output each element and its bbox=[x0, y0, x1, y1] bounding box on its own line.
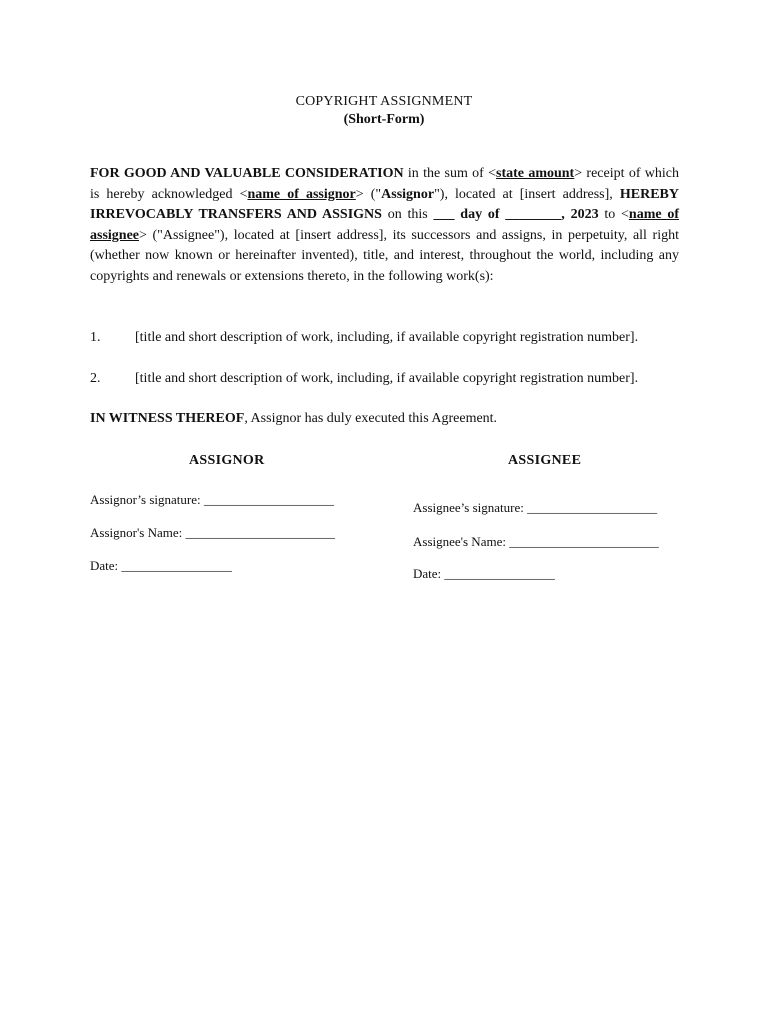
work-item-text: [title and short description of work, including, if available copyright registration number]. bbox=[135, 371, 639, 386]
assignor-heading: ASSIGNOR bbox=[189, 453, 265, 468]
assignor-signature-line: Assignor’s signature: ____________________ bbox=[90, 492, 334, 507]
assignee-name-line: Assignee's Name: _______________________ bbox=[413, 534, 659, 549]
assignee-name-placeholder: name of assignee bbox=[90, 207, 680, 243]
work-item-text: [title and short description of work, including, if available copyright registration number]. bbox=[135, 330, 639, 345]
consideration-text-5: on this bbox=[381, 207, 434, 223]
state-amount-placeholder: state amount bbox=[496, 166, 575, 181]
day-of-blank: day of ________, bbox=[454, 207, 565, 223]
assignor-date-line: Date: _________________ bbox=[90, 558, 232, 573]
consideration-text-2: > receipt of which is hereby acknowledged < bbox=[90, 166, 680, 202]
work-item-number: 2. bbox=[90, 371, 101, 386]
document-title: COPYRIGHT ASSIGNMENT bbox=[295, 94, 473, 109]
assignee-signature-line: Assignee’s signature: ____________________ bbox=[413, 500, 658, 515]
assignee-date-line: Date: _________________ bbox=[413, 566, 555, 581]
consideration-paragraph bbox=[90, 164, 679, 288]
assignee-heading: ASSIGNEE bbox=[508, 453, 582, 468]
assignor-defined-term: Assignor bbox=[381, 186, 435, 202]
witness-bold: IN WITNESS THEREOF bbox=[90, 411, 245, 426]
witness-line bbox=[90, 410, 497, 428]
day-blank: ___ bbox=[433, 207, 455, 223]
document-subtitle: (Short-Form) bbox=[343, 112, 425, 127]
consideration-text-7: > ("Assignee"), located at [insert address], its successors and assigns, in perpetuity, all right (whether now known or hereinafter invented), title, and interest, throughout the world, including any copyrights and renewals or extensions thereto, in the following work(s): bbox=[90, 227, 679, 284]
consideration-text-4: "), located at [insert address], bbox=[434, 186, 620, 202]
year: 2023 bbox=[564, 207, 599, 223]
assignor-name-placeholder: name of assignor bbox=[247, 186, 356, 202]
transfers-clause: HEREBY IRREVOCABLY TRANSFERS AND ASSIGNS bbox=[90, 186, 679, 223]
work-item bbox=[90, 329, 690, 347]
consideration-text-1: in the sum of < bbox=[403, 166, 497, 181]
consideration-text-6: to < bbox=[598, 207, 629, 223]
consideration-text-3: > (" bbox=[355, 186, 382, 202]
assignor-name-line: Assignor's Name: _______________________ bbox=[90, 525, 336, 540]
witness-text: , Assignor has duly executed this Agreement. bbox=[244, 411, 498, 426]
work-item-number: 1. bbox=[90, 330, 101, 345]
consideration-lead: FOR GOOD AND VALUABLE CONSIDERATION bbox=[90, 166, 404, 181]
work-item bbox=[90, 370, 690, 388]
